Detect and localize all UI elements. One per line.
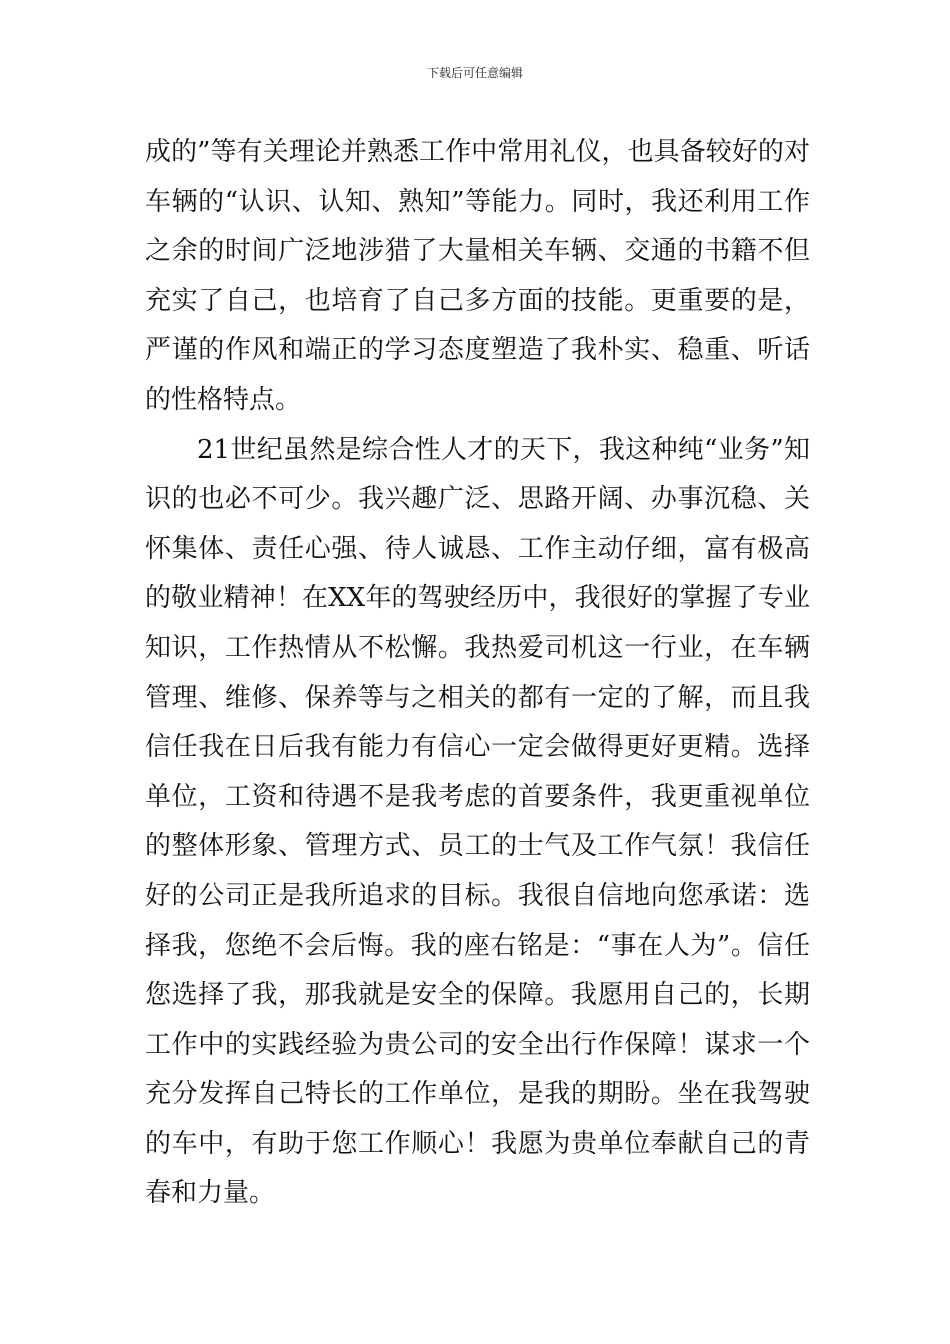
paragraph-continuation: 成的”等有关理论并熟悉工作中常用礼仪，也具备较好的对车辆的“认识、认知、熟知”等能力。同时，我还利用工作之余的时间广泛地涉猎了大量相关车辆、交通的书籍不但充实了自己，也培育了自己多方面的技能。更重要的是，严谨的作风和端正的学习态度塑造了我朴实、稳重、听话的性格特点。 <box>145 137 810 415</box>
document-body <box>145 128 810 1219</box>
page-header: 下载后可任意编辑 <box>426 66 523 80</box>
paragraph-main: 21世纪虽然是综合性人才的天下，我这种纯“业务”知识的也必不可少。我兴趣广泛、思路开阔、办事沉稳、关怀集体、责任心强、待人诚恳、工作主动仔细，富有极高的敬业精神！在XX年的驾驶经历中，我很好的掌握了专业知识，工作热情从不松懈。我热爱司机这一行业，在车辆管理、维修、保养等与之相关的都有一定的了解，而且我信任我在日后我有能力有信心一定会做得更好更精。选择单位，工资和待遇不是我考虑的首要条件，我更重视单位的整体形象、管理方式、员工的士气及工作气氛！我信任好的公司正是我所追求的目标。我很自信地向您承诺：选择我，您绝不会后悔。我的座右铭是：“事在人为”。信任您选择了我，那我就是安全的保障。我愿用自己的，长期工作中的实践经验为贵公司的安全出行作保障！谋求一个充分发挥自己特长的工作单位，是我的期盼。坐在我驾驶的车中，有助于您工作顺心！我愿为贵单位奉献自己的青春和力量。 <box>145 434 810 1209</box>
